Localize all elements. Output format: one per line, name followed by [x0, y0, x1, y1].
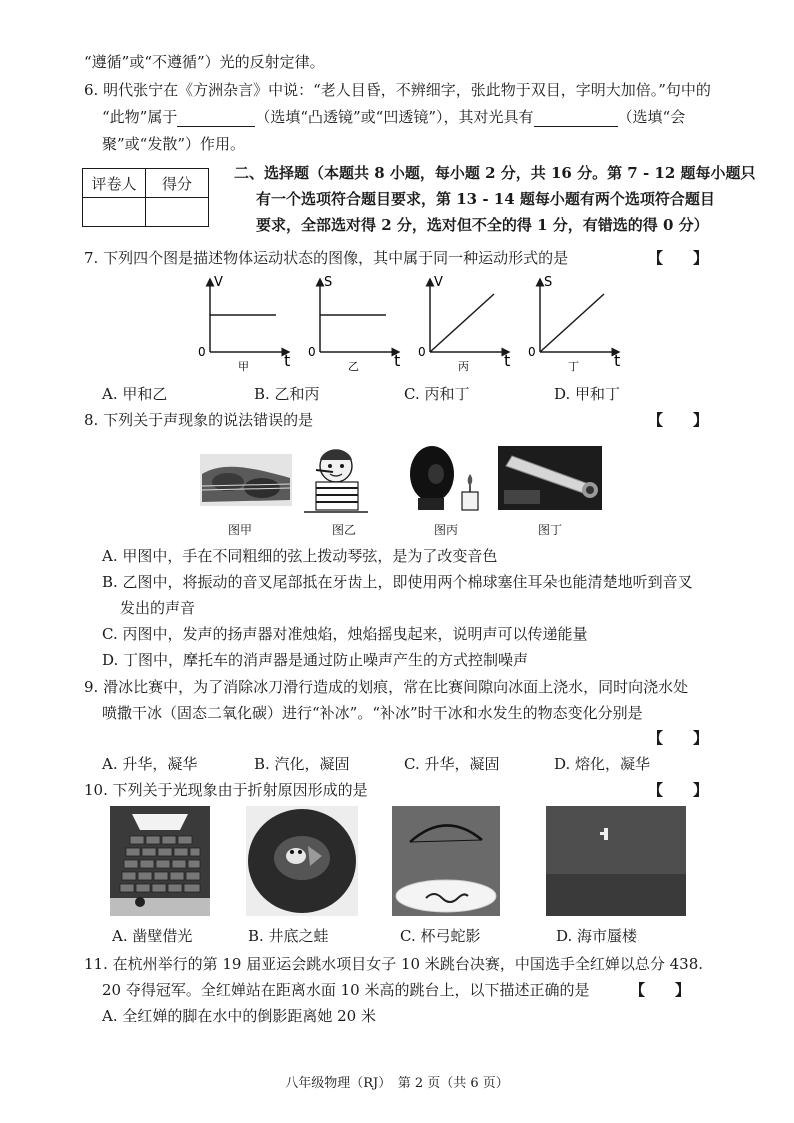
q11-option-a[interactable]: A. 全红婵的脚在水中的倒影距离她 20 米 — [102, 1007, 376, 1025]
graph-yi-origin: 0 — [308, 345, 316, 359]
graph-yi — [308, 275, 400, 373]
grader-cell[interactable] — [83, 198, 146, 227]
q6-blank-1[interactable] — [177, 110, 255, 127]
q9-option-a[interactable]: A. 升华，凝华 — [102, 755, 198, 773]
q8-answer-bracket[interactable]: 【 】 — [648, 411, 709, 429]
graph-bing-y-label: V — [434, 275, 443, 290]
q8-caption-jia: 图甲 — [228, 523, 253, 537]
q9-option-d[interactable]: D. 熔化，凝华 — [554, 755, 651, 773]
score-table — [82, 168, 209, 227]
q8-picture-bing — [410, 446, 478, 510]
q8-option-a[interactable]: A. 甲图中，手在不同粗细的弦上拨动琴弦，是为了改变音色 — [102, 547, 498, 565]
q10-picture-b — [246, 806, 358, 916]
q11-answer-bracket[interactable]: 【 】 — [630, 981, 691, 999]
q8-sound-pictures — [196, 440, 606, 518]
graph-ding-line — [540, 294, 604, 352]
q10-option-a[interactable]: A. 凿壁借光 — [112, 927, 193, 945]
q8-stem: 8. 下列关于声现象的说法错误的是 — [84, 411, 314, 429]
q7-motion-graphs — [190, 270, 630, 380]
q8-picture-ding — [498, 446, 602, 510]
graph-bing-label: 丙 — [458, 360, 469, 373]
q8-picture-jia — [200, 454, 292, 506]
graph-ding-y-label: S — [544, 275, 553, 290]
q10-picture-c — [392, 806, 500, 916]
q10-option-d[interactable]: D. 海市蜃楼 — [556, 927, 638, 945]
q6-blank-2[interactable] — [534, 110, 618, 127]
q8-option-c[interactable]: C. 丙图中，发声的扬声器对准烛焰，烛焰摇曳起来，说明声可以传递能量 — [102, 625, 588, 643]
q5-tail: “遵循”或“不遵循”）光的反射定律。 — [84, 53, 325, 71]
q9-line1: 9. 滑冰比赛中，为了消除冰刀滑行造成的划痕，常在比赛间隙向冰面上浇水，同时向浇水处 — [84, 678, 689, 696]
q6-text-b: （选填“凸透镜”或“凹透镜”），其对光具有 — [255, 108, 534, 126]
q6-text-c: （选填“会 — [617, 108, 686, 126]
q11-line1: 11. 在杭州举行的第 19 届亚运会跳水项目女子 10 米跳台决赛，中国选手全红婵以总分 438. — [84, 955, 704, 973]
graph-ding — [528, 275, 620, 373]
q8-option-b[interactable]: B. 乙图中，将振动的音叉尾部抵在牙齿上，即使用两个棉球塞住耳朵也能清楚地听到音叉 — [102, 573, 693, 591]
q7-answer-bracket[interactable]: 【 】 — [648, 249, 709, 267]
grader-header: 评卷人 — [83, 169, 146, 198]
q10-stem: 10. 下列关于光现象由于折射原因形成的是 — [84, 781, 368, 799]
graph-yi-x-label: t — [394, 351, 401, 370]
graph-jia-x-label: t — [284, 351, 291, 370]
q9-option-c[interactable]: C. 升华，凝固 — [404, 755, 500, 773]
q7-option-d[interactable]: D. 甲和丁 — [554, 385, 621, 403]
section2-line1: 二、选择题（本题共 8 小题，每小题 2 分，共 16 分。第 7 - 12 题每小题只 — [234, 164, 756, 182]
graph-bing-x-label: t — [504, 351, 511, 370]
graph-jia-y-label: V — [214, 275, 223, 290]
graph-jia-label: 甲 — [238, 360, 249, 373]
q10-picture-d — [546, 806, 686, 916]
q6-line1: 6. 明代张宁在《方洲杂言》中说：“老人目昏，不辨细字，张此物于双目，字明大加倍。”句中的 — [84, 81, 711, 99]
q10-option-b[interactable]: B. 井底之蛙 — [248, 927, 329, 945]
q7-option-c[interactable]: C. 丙和丁 — [404, 385, 470, 403]
page-footer: 八年级物理（RJ） 第 2 页（共 6 页） — [285, 1076, 509, 1091]
q10-light-pictures — [110, 806, 688, 918]
score-header: 得分 — [146, 169, 209, 198]
q9-line2: 喷撒干冰（固态二氧化碳）进行“补冰”。“补冰”时干冰和水发生的物态变化分别是 — [102, 704, 643, 722]
q10-option-c[interactable]: C. 杯弓蛇影 — [400, 927, 481, 945]
graph-jia — [198, 275, 290, 373]
q8-caption-bing: 图丙 — [434, 523, 459, 537]
q10-answer-bracket[interactable]: 【 】 — [648, 781, 709, 799]
q8-caption-yi: 图乙 — [332, 523, 357, 537]
graph-yi-label: 乙 — [348, 360, 359, 373]
q6-text-a: “此物”属于 — [102, 108, 178, 126]
score-cell[interactable] — [146, 198, 209, 227]
q10-picture-a — [110, 806, 210, 916]
graph-ding-x-label: t — [614, 351, 621, 370]
graph-bing-line — [430, 294, 494, 352]
graph-bing — [418, 275, 510, 373]
section2-line2: 有一个选项符合题目要求，第 13 - 14 题每小题有两个选项符合题目 — [256, 190, 715, 208]
graph-bing-origin: 0 — [418, 345, 426, 359]
graph-ding-label: 丁 — [568, 360, 579, 373]
q8-option-b-cont: 发出的声音 — [120, 599, 196, 617]
q11-line2: 20 夺得冠军。全红婵站在距离水面 10 米高的跳台上，以下描述正确的是 — [102, 981, 590, 999]
graph-ding-origin: 0 — [528, 345, 536, 359]
q8-picture-yi — [304, 450, 368, 513]
q8-option-d[interactable]: D. 丁图中，摩托车的消声器是通过防止噪声产生的方式控制噪声 — [102, 651, 529, 669]
q9-answer-bracket[interactable]: 【 】 — [648, 729, 709, 747]
q6-line2 — [102, 107, 685, 127]
q8-caption-ding: 图丁 — [538, 523, 563, 537]
graph-jia-origin: 0 — [198, 345, 206, 359]
q7-option-b[interactable]: B. 乙和丙 — [254, 385, 320, 403]
q6-line3: 聚”或“发散”）作用。 — [102, 135, 246, 153]
q7-stem: 7. 下列四个图是描述物体运动状态的图像，其中属于同一种运动形式的是 — [84, 249, 569, 267]
graph-yi-y-label: S — [324, 275, 333, 290]
q9-option-b[interactable]: B. 汽化，凝固 — [254, 755, 350, 773]
section2-line3: 要求，全部选对得 2 分，选对但不全的得 1 分，有错选的得 0 分） — [256, 216, 709, 234]
q7-option-a[interactable]: A. 甲和乙 — [102, 385, 168, 403]
